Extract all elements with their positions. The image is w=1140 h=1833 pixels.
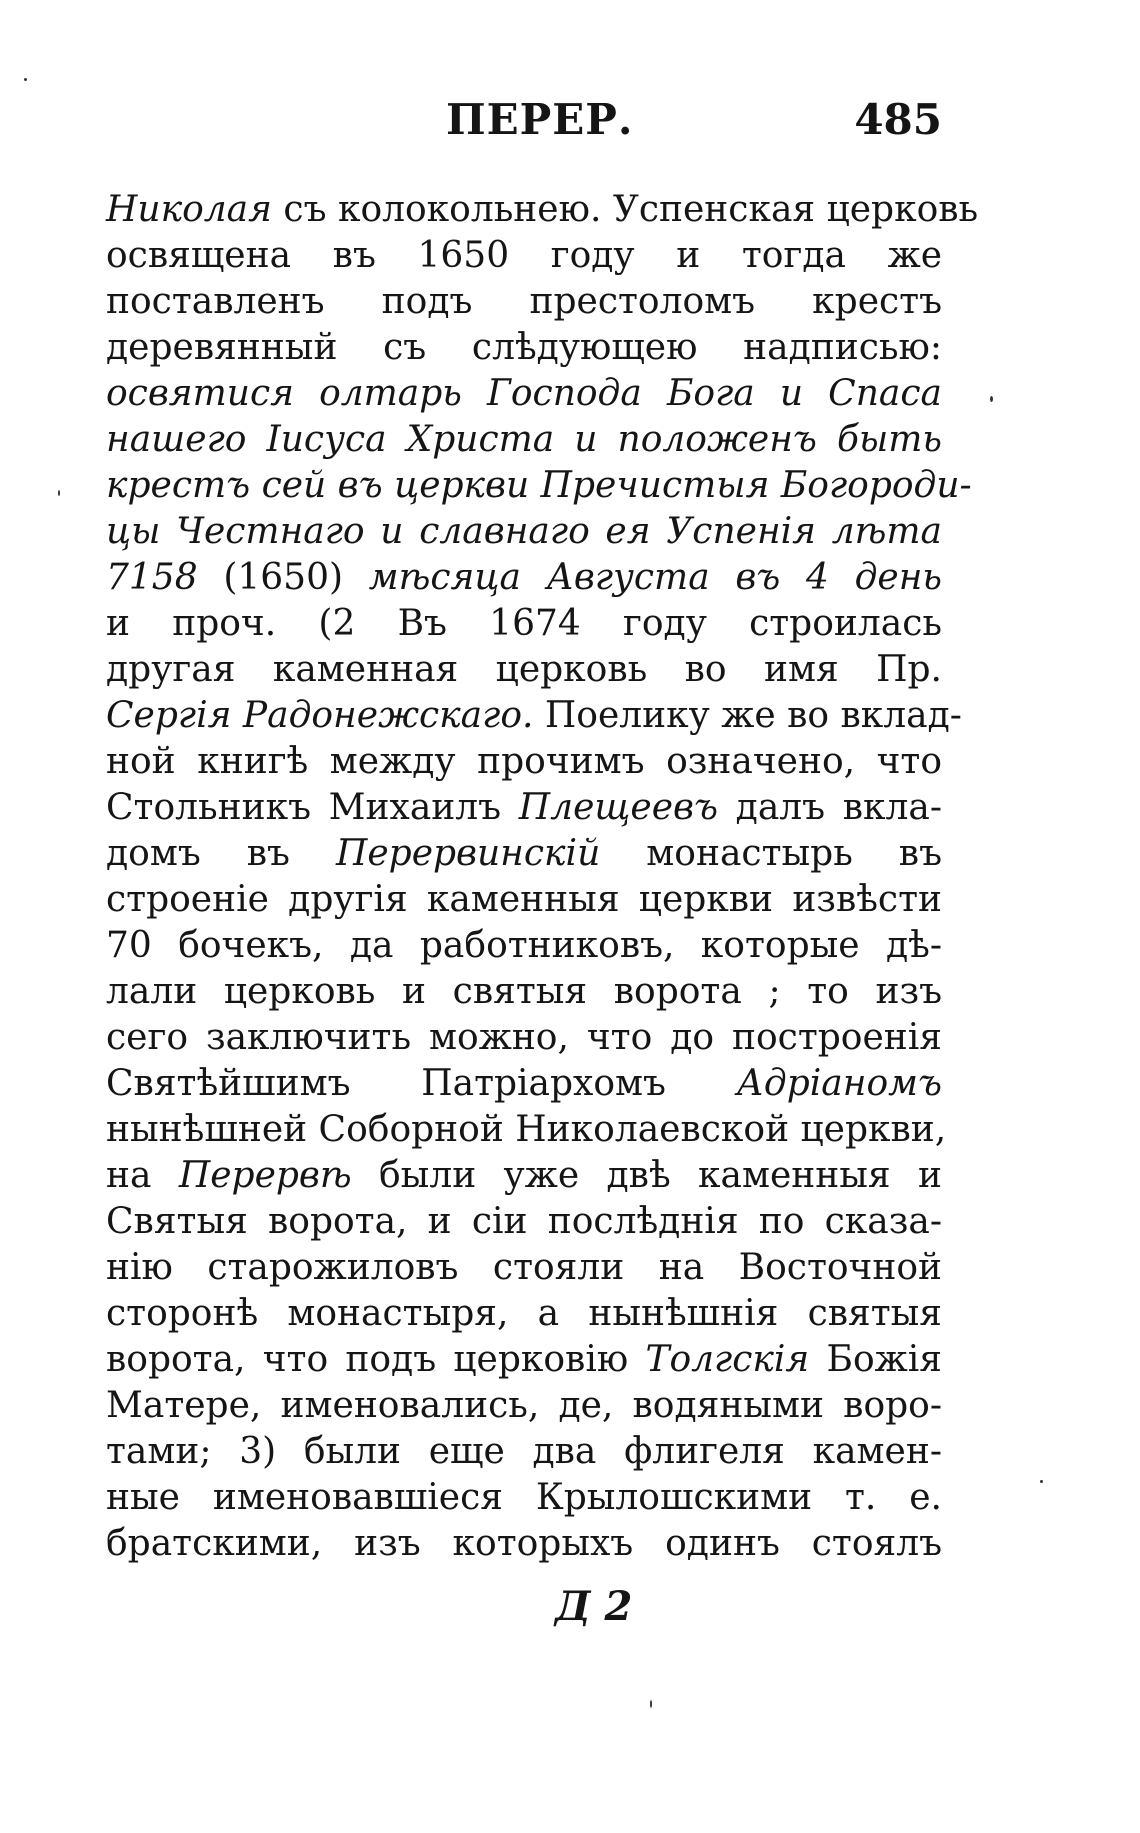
text-segment: были уже двѣ каменныя и — [351, 1155, 942, 1196]
text-line — [106, 233, 942, 279]
scan-speck — [650, 1700, 652, 1708]
text-segment: сторонѣ монастыря, а нынѣшнія святыя — [106, 1293, 942, 1334]
scan-speck — [1040, 1480, 1043, 1483]
text-line — [106, 1107, 947, 1153]
text-line — [106, 877, 942, 923]
text-line — [106, 693, 962, 739]
italic-text: 7158 — [106, 557, 198, 598]
text-segment: ной книгѣ между прочимъ означено, что — [106, 741, 942, 782]
text-line — [106, 1337, 942, 1383]
text-line — [106, 969, 942, 1015]
text-line — [106, 1153, 942, 1199]
text-segment: Стольникъ Михаилъ — [106, 787, 519, 828]
italic-text: освятися олтарь Господа Бога и Спаса — [106, 373, 942, 414]
italic-text: Николая — [106, 189, 272, 230]
text-line — [106, 1475, 942, 1521]
text-line — [106, 417, 942, 463]
text-segment: (1650) — [197, 557, 369, 598]
text-line — [106, 463, 972, 509]
text-segment: Поелику же во вклад- — [533, 695, 962, 736]
text-segment: 70 бочекъ, да работниковъ, которые дѣ- — [106, 925, 942, 966]
italic-text: Сергія Радонежскаго. — [106, 695, 534, 736]
text-segment: строеніе другія каменныя церкви извѣсти — [106, 879, 942, 920]
text-segment: Святѣйшимъ Патріархомъ — [106, 1063, 737, 1104]
italic-text: цы Честнаго и славнаго ея Успенія лѣта — [106, 511, 942, 552]
italic-text: Перервинскій — [335, 833, 601, 874]
text-line — [106, 739, 942, 785]
body-text — [106, 187, 979, 1567]
text-line — [106, 325, 942, 371]
text-segment: поставленъ подъ престоломъ крестъ — [106, 281, 942, 322]
text-line — [106, 555, 942, 601]
italic-text: нашего Іисуса Христа и положенъ быть — [106, 419, 942, 460]
text-segment: тами; 3) были еще два флигеля камен- — [106, 1431, 942, 1472]
italic-text: мѣсяца Августа въ 4 день — [368, 557, 943, 598]
text-segment: нію старожиловъ стояли на Восточной — [106, 1247, 942, 1288]
text-segment: далъ вкла- — [717, 787, 942, 828]
text-line — [106, 1429, 942, 1475]
text-line — [106, 831, 942, 877]
text-line — [106, 1245, 942, 1291]
running-head: ПЕРЕР. — [446, 95, 634, 144]
page-header — [106, 95, 942, 151]
italic-text: крестъ сей въ церкви Пречистыя Богороди- — [106, 465, 972, 506]
text-segment: нынѣшней Соборной Николаевской церкви, — [106, 1109, 947, 1150]
text-segment: лали церковь и святыя ворота ; то изъ — [106, 971, 942, 1012]
text-segment: ные именовавшіеся Крылошскими т. е. — [106, 1477, 942, 1518]
page-number: 485 — [854, 95, 942, 144]
text-segment: монастырь въ — [600, 833, 942, 874]
italic-text: Адріаномъ — [736, 1063, 942, 1104]
text-line — [106, 785, 942, 831]
text-line — [106, 647, 942, 693]
text-segment: освящена въ 1650 году и тогда же — [106, 235, 942, 276]
text-segment: и проч. (2 Въ 1674 году строилась — [106, 603, 942, 644]
text-segment: на — [106, 1155, 179, 1196]
text-line — [106, 509, 942, 555]
text-segment: братскими, изъ которыхъ одинъ стоялъ — [106, 1523, 942, 1564]
text-line — [106, 1199, 942, 1245]
text-segment: домъ въ — [106, 833, 336, 874]
text-segment: ворота, что подъ церковію — [106, 1339, 646, 1380]
italic-text: Плещеевъ — [518, 787, 718, 828]
text-line — [106, 923, 942, 969]
text-line — [106, 187, 979, 233]
text-segment: съ колокольнею. Успенская церковь — [271, 189, 979, 230]
text-segment: сего заключить можно, что до построенія — [106, 1017, 942, 1058]
italic-text: Перервѣ — [178, 1155, 352, 1196]
scan-speck — [58, 490, 60, 496]
text-line — [106, 279, 942, 325]
text-line — [106, 371, 942, 417]
italic-text: Толгскія — [645, 1339, 810, 1380]
text-line — [106, 1015, 942, 1061]
scan-speck — [990, 396, 993, 402]
text-line — [106, 1383, 942, 1429]
text-line — [106, 1291, 942, 1337]
scan-speck — [24, 78, 27, 81]
text-segment: Святыя ворота, и сіи послѣднія по сказа- — [106, 1201, 942, 1242]
text-segment: Божія — [809, 1339, 942, 1380]
text-segment: другая каменная церковь во имя Пр. — [106, 649, 942, 690]
text-line — [106, 1521, 942, 1567]
text-line — [106, 1061, 942, 1107]
text-segment: деревянный съ слѣдующею надписью: — [106, 327, 942, 368]
text-segment: Матере, именовались, де, водяными воро- — [106, 1385, 942, 1426]
signature-mark: Д 2 — [555, 1583, 633, 1630]
text-line — [106, 601, 942, 647]
